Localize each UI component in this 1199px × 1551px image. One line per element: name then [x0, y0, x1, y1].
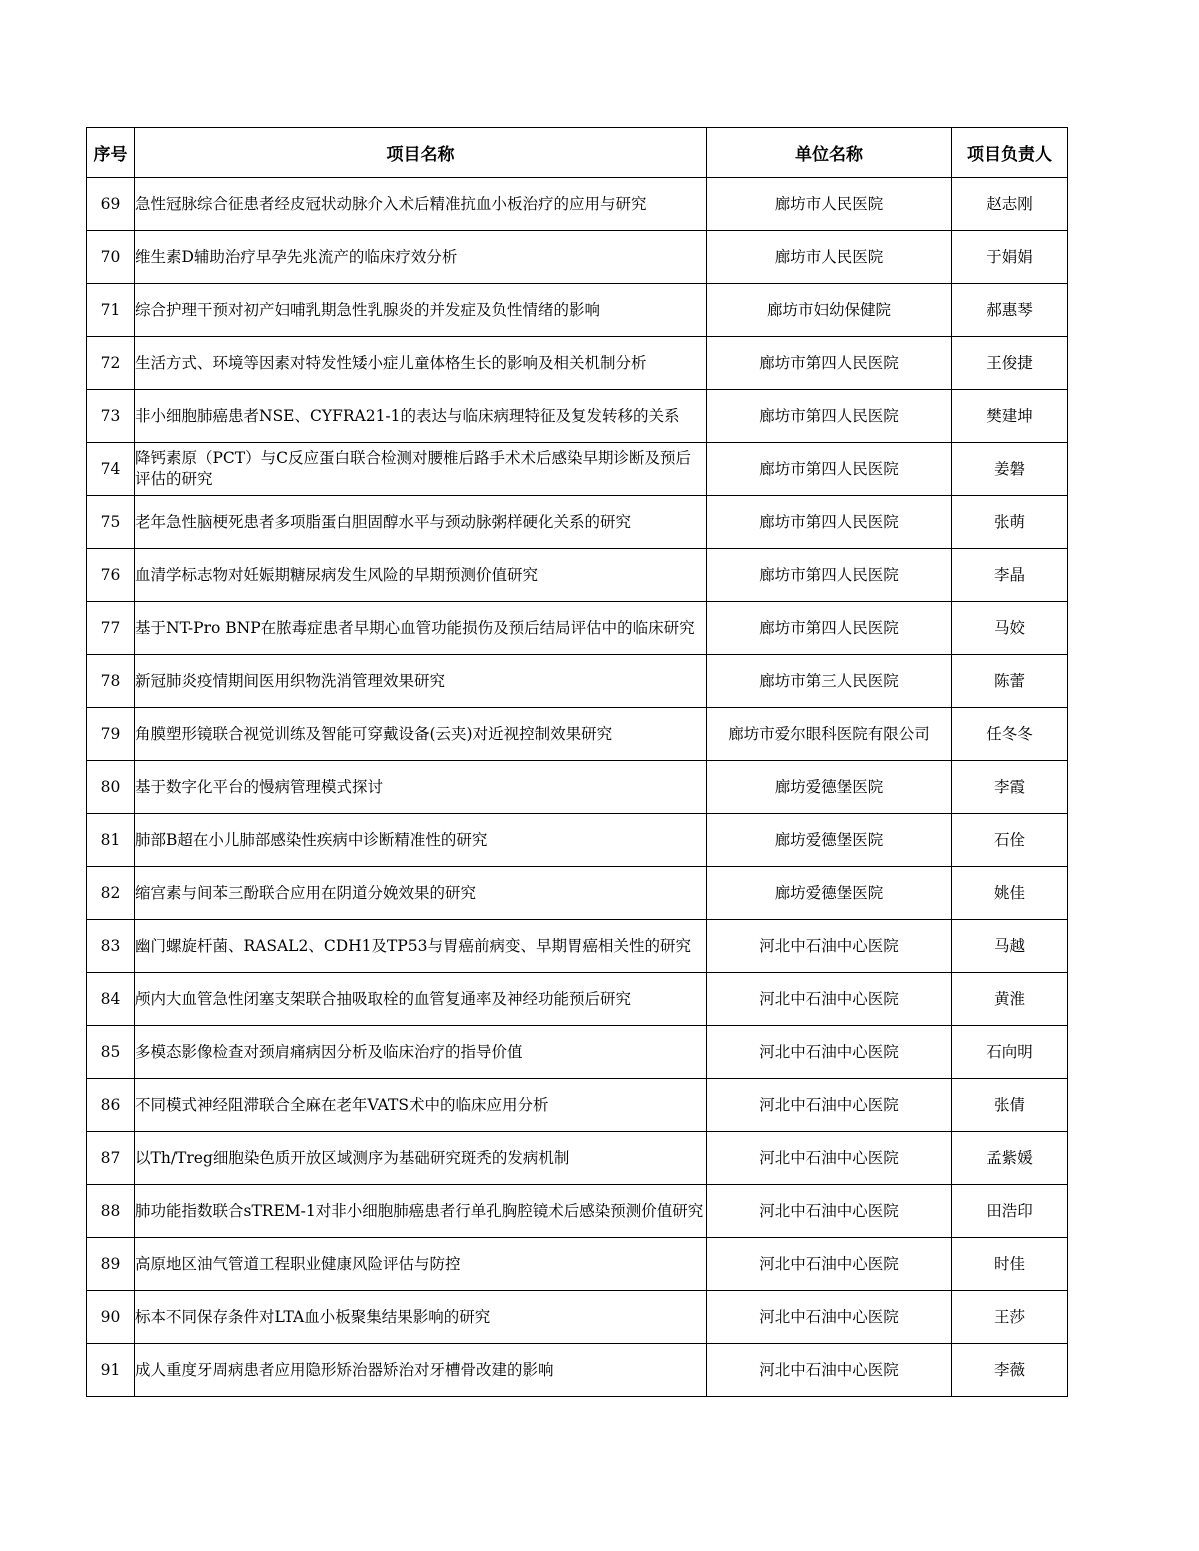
project-leader-cell: 张萌 — [952, 496, 1068, 549]
serial-number-cell: 82 — [87, 867, 135, 920]
table-row — [87, 973, 1068, 1026]
project-name-cell: 不同模式神经阻滞联合全麻在老年VATS术中的临床应用分析 — [135, 1079, 707, 1132]
project-name-cell: 标本不同保存条件对LTA血小板聚集结果影响的研究 — [135, 1291, 707, 1344]
project-leader-cell: 时佳 — [952, 1238, 1068, 1291]
table-row — [87, 178, 1068, 231]
project-name-cell: 肺功能指数联合sTREM-1对非小细胞肺癌患者行单孔胸腔镜术后感染预测价值研究 — [135, 1185, 707, 1238]
project-name-cell: 基于NT-Pro BNP在脓毒症患者早期心血管功能损伤及预后结局评估中的临床研究 — [135, 602, 707, 655]
project-name-cell: 降钙素原（PCT）与C反应蛋白联合检测对腰椎后路手术术后感染早期诊断及预后评估的研究 — [135, 443, 707, 496]
header-project-name: 项目名称 — [135, 128, 707, 178]
table-row — [87, 390, 1068, 443]
table-row — [87, 602, 1068, 655]
serial-number-cell: 78 — [87, 655, 135, 708]
unit-name-cell: 廊坊市第四人民医院 — [707, 549, 952, 602]
header-project-leader: 项目负责人 — [952, 128, 1068, 178]
unit-name-cell: 廊坊市第四人民医院 — [707, 496, 952, 549]
project-leader-cell: 赵志刚 — [952, 178, 1068, 231]
project-leader-cell: 田浩印 — [952, 1185, 1068, 1238]
unit-name-cell: 河北中石油中心医院 — [707, 1291, 952, 1344]
table-row — [87, 1344, 1068, 1397]
project-leader-cell: 李晶 — [952, 549, 1068, 602]
table-header-row — [87, 128, 1068, 178]
unit-name-cell: 河北中石油中心医院 — [707, 1132, 952, 1185]
table-row — [87, 655, 1068, 708]
project-name-cell: 以Th/Treg细胞染色质开放区域测序为基础研究斑秃的发病机制 — [135, 1132, 707, 1185]
table-row — [87, 708, 1068, 761]
table-row — [87, 231, 1068, 284]
table-row — [87, 284, 1068, 337]
serial-number-cell: 71 — [87, 284, 135, 337]
project-name-cell: 多模态影像检查对颈肩痛病因分析及临床治疗的指导价值 — [135, 1026, 707, 1079]
unit-name-cell: 河北中石油中心医院 — [707, 1238, 952, 1291]
table-row — [87, 337, 1068, 390]
serial-number-cell: 89 — [87, 1238, 135, 1291]
table-row — [87, 1185, 1068, 1238]
project-name-cell: 综合护理干预对初产妇哺乳期急性乳腺炎的并发症及负性情绪的影响 — [135, 284, 707, 337]
project-leader-cell: 郝惠琴 — [952, 284, 1068, 337]
unit-name-cell: 廊坊市第四人民医院 — [707, 390, 952, 443]
project-leader-cell: 孟紫媛 — [952, 1132, 1068, 1185]
project-leader-cell: 石佺 — [952, 814, 1068, 867]
project-leader-cell: 陈蕾 — [952, 655, 1068, 708]
unit-name-cell: 河北中石油中心医院 — [707, 1185, 952, 1238]
project-name-cell: 生活方式、环境等因素对特发性矮小症儿童体格生长的影响及相关机制分析 — [135, 337, 707, 390]
unit-name-cell: 廊坊市第四人民医院 — [707, 337, 952, 390]
project-name-cell: 血清学标志物对妊娠期糖尿病发生风险的早期预测价值研究 — [135, 549, 707, 602]
project-leader-cell: 姚佳 — [952, 867, 1068, 920]
table-row — [87, 761, 1068, 814]
project-name-cell: 角膜塑形镜联合视觉训练及智能可穿戴设备(云夹)对近视控制效果研究 — [135, 708, 707, 761]
project-leader-cell: 姜磐 — [952, 443, 1068, 496]
header-serial-number: 序号 — [87, 128, 135, 178]
unit-name-cell: 廊坊爱德堡医院 — [707, 867, 952, 920]
serial-number-cell: 88 — [87, 1185, 135, 1238]
project-name-cell: 老年急性脑梗死患者多项脂蛋白胆固醇水平与颈动脉粥样硬化关系的研究 — [135, 496, 707, 549]
project-leader-cell: 李薇 — [952, 1344, 1068, 1397]
project-leader-cell: 任冬冬 — [952, 708, 1068, 761]
project-name-cell: 急性冠脉综合征患者经皮冠状动脉介入术后精准抗血小板治疗的应用与研究 — [135, 178, 707, 231]
header-unit-name: 单位名称 — [707, 128, 952, 178]
table-row — [87, 867, 1068, 920]
serial-number-cell: 76 — [87, 549, 135, 602]
unit-name-cell: 廊坊市人民医院 — [707, 178, 952, 231]
table-row — [87, 1026, 1068, 1079]
unit-name-cell: 河北中石油中心医院 — [707, 920, 952, 973]
project-name-cell: 维生素D辅助治疗早孕先兆流产的临床疗效分析 — [135, 231, 707, 284]
project-leader-cell: 马姣 — [952, 602, 1068, 655]
unit-name-cell: 廊坊市第四人民医院 — [707, 443, 952, 496]
project-leader-cell: 石向明 — [952, 1026, 1068, 1079]
serial-number-cell: 87 — [87, 1132, 135, 1185]
unit-name-cell: 廊坊市爱尔眼科医院有限公司 — [707, 708, 952, 761]
unit-name-cell: 廊坊市人民医院 — [707, 231, 952, 284]
project-name-cell: 幽门螺旋杆菌、RASAL2、CDH1及TP53与胃癌前病变、早期胃癌相关性的研究 — [135, 920, 707, 973]
unit-name-cell: 廊坊市第三人民医院 — [707, 655, 952, 708]
table-row — [87, 920, 1068, 973]
serial-number-cell: 80 — [87, 761, 135, 814]
project-leader-cell: 马越 — [952, 920, 1068, 973]
project-leader-cell: 王莎 — [952, 1291, 1068, 1344]
unit-name-cell: 河北中石油中心医院 — [707, 1344, 952, 1397]
serial-number-cell: 74 — [87, 443, 135, 496]
project-leader-cell: 王俊捷 — [952, 337, 1068, 390]
table-row — [87, 496, 1068, 549]
project-name-cell: 基于数字化平台的慢病管理模式探讨 — [135, 761, 707, 814]
project-name-cell: 缩宫素与间苯三酚联合应用在阴道分娩效果的研究 — [135, 867, 707, 920]
serial-number-cell: 70 — [87, 231, 135, 284]
project-leader-cell: 黄淮 — [952, 973, 1068, 1026]
project-leader-cell: 于娟娟 — [952, 231, 1068, 284]
serial-number-cell: 91 — [87, 1344, 135, 1397]
serial-number-cell: 72 — [87, 337, 135, 390]
project-name-cell: 新冠肺炎疫情期间医用织物洗消管理效果研究 — [135, 655, 707, 708]
unit-name-cell: 河北中石油中心医院 — [707, 1079, 952, 1132]
serial-number-cell: 85 — [87, 1026, 135, 1079]
table-row — [87, 1291, 1068, 1344]
unit-name-cell: 廊坊市妇幼保健院 — [707, 284, 952, 337]
project-leader-cell: 樊建坤 — [952, 390, 1068, 443]
table-row — [87, 549, 1068, 602]
table-row — [87, 443, 1068, 496]
unit-name-cell: 河北中石油中心医院 — [707, 1026, 952, 1079]
project-name-cell: 非小细胞肺癌患者NSE、CYFRA21-1的表达与临床病理特征及复发转移的关系 — [135, 390, 707, 443]
project-name-cell: 颅内大血管急性闭塞支架联合抽吸取栓的血管复通率及神经功能预后研究 — [135, 973, 707, 1026]
serial-number-cell: 77 — [87, 602, 135, 655]
project-table — [86, 127, 1068, 1397]
serial-number-cell: 73 — [87, 390, 135, 443]
table-row — [87, 1079, 1068, 1132]
unit-name-cell: 廊坊爱德堡医院 — [707, 761, 952, 814]
project-name-cell: 成人重度牙周病患者应用隐形矫治器矫治对牙槽骨改建的影响 — [135, 1344, 707, 1397]
serial-number-cell: 83 — [87, 920, 135, 973]
serial-number-cell: 69 — [87, 178, 135, 231]
project-name-cell: 肺部B超在小儿肺部感染性疾病中诊断精准性的研究 — [135, 814, 707, 867]
table-row — [87, 814, 1068, 867]
unit-name-cell: 廊坊爱德堡医院 — [707, 814, 952, 867]
serial-number-cell: 79 — [87, 708, 135, 761]
serial-number-cell: 84 — [87, 973, 135, 1026]
table-row — [87, 1132, 1068, 1185]
serial-number-cell: 86 — [87, 1079, 135, 1132]
serial-number-cell: 90 — [87, 1291, 135, 1344]
unit-name-cell: 廊坊市第四人民医院 — [707, 602, 952, 655]
project-leader-cell: 李霞 — [952, 761, 1068, 814]
unit-name-cell: 河北中石油中心医院 — [707, 973, 952, 1026]
project-name-cell: 高原地区油气管道工程职业健康风险评估与防控 — [135, 1238, 707, 1291]
project-list-sheet — [86, 127, 1067, 1397]
table-row — [87, 1238, 1068, 1291]
project-leader-cell: 张倩 — [952, 1079, 1068, 1132]
serial-number-cell: 75 — [87, 496, 135, 549]
serial-number-cell: 81 — [87, 814, 135, 867]
